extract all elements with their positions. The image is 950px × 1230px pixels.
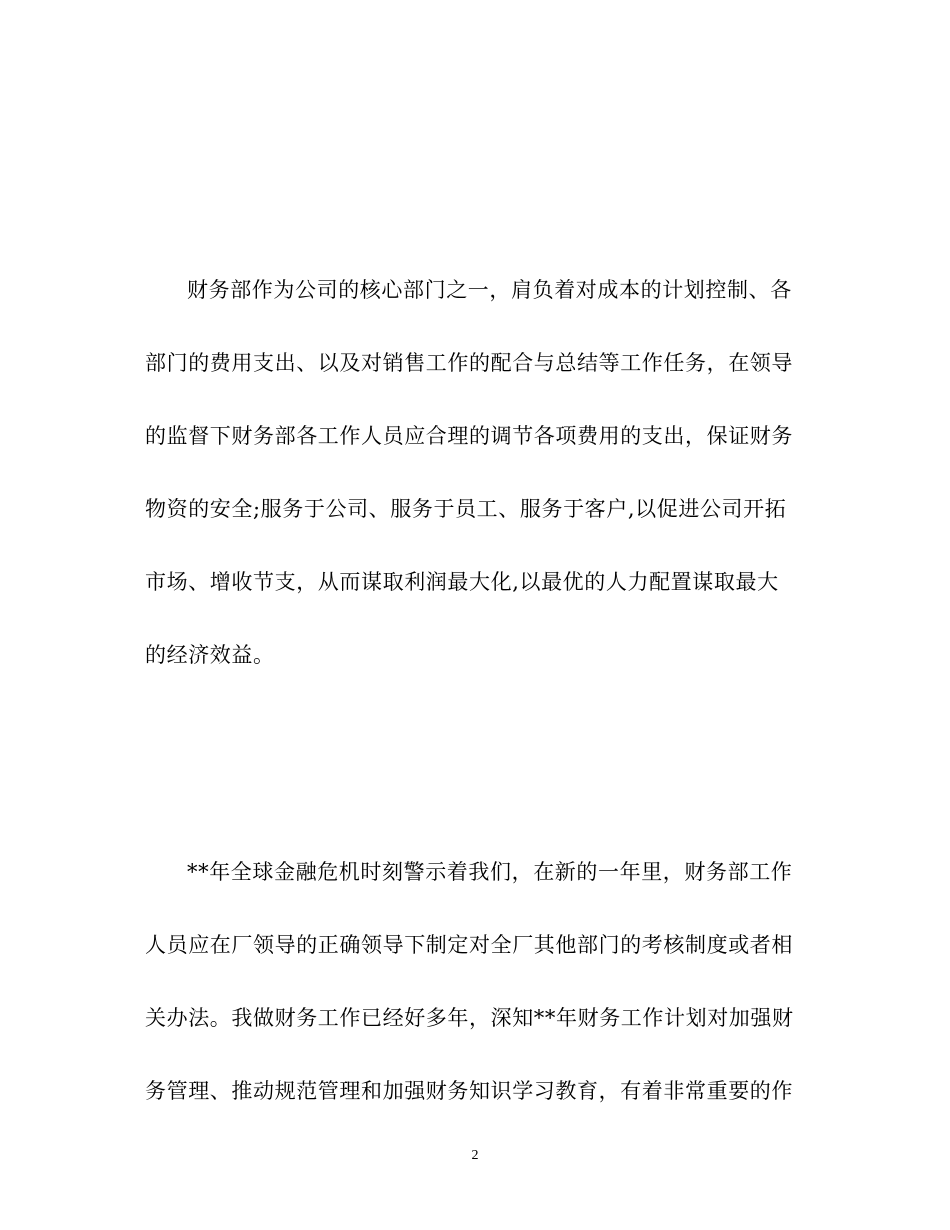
paragraph-2-line-3: 关办法。我做财务工作已经好多年，深知**年财务工作计划对加强财 [145,1006,794,1030]
paragraph-1-line-2: 部门的费用支出、以及对销售工作的配合与总结等工作任务，在领导 [145,351,793,375]
page-number: 2 [471,1148,479,1163]
paragraph-2-line-2: 人员应在厂领导的正确领导下制定对全厂其他部门的考核制度或者相 [145,933,793,957]
paragraph-1-line-5: 市场、增收节支，从而谋取利润最大化,以最优的人力配置谋取最大 [145,570,779,594]
paragraph-1-line-1: 财务部作为公司的核心部门之一，肩负着对成本的计划控制、各 [187,278,792,302]
paragraph-1-line-4: 物资的安全;服务于公司、服务于员工、服务于客户,以促进公司开拓 [145,497,787,521]
paragraph-1-line-3: 的监督下财务部各工作人员应合理的调节各项费用的支出，保证财务 [145,424,793,448]
paragraph-2-line-4: 务管理、推动规范管理和加强财务知识学习教育，有着非常重要的作 [145,1079,793,1103]
paragraph-1-line-6: 的经济效益。 [145,643,275,667]
paragraph-2-line-1: **年全球金融危机时刻警示着我们，在新的一年里，财务部工作 [187,860,793,884]
